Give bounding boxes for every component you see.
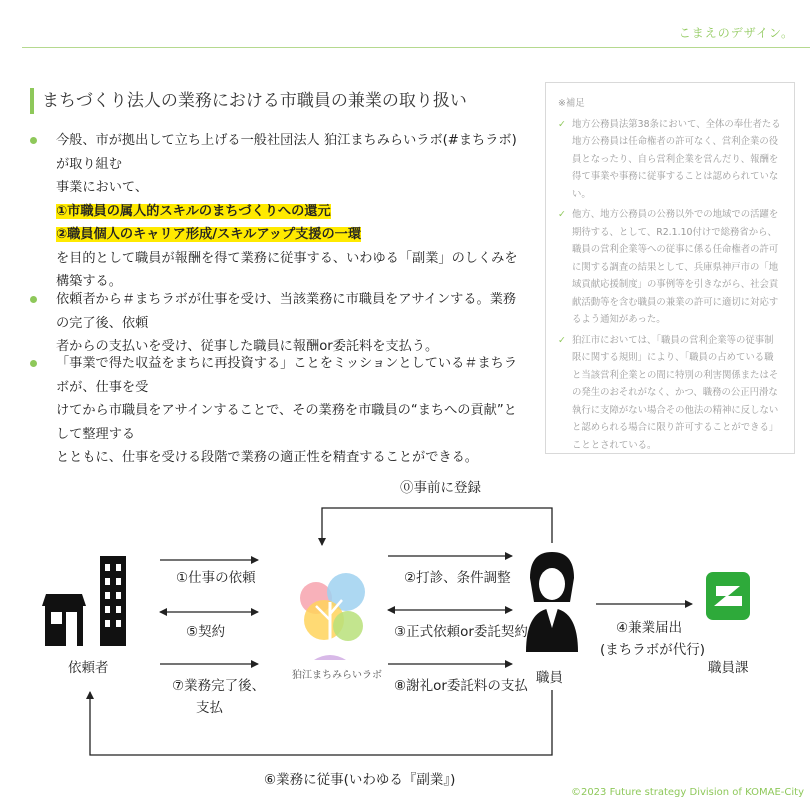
bullet1-line2: 事業において、: [56, 180, 149, 195]
copyright-footer: ©2023 Future strategy Division of KOMAE-City: [570, 787, 804, 798]
step7-label-line2: 支払: [196, 700, 223, 716]
client-label: 依頼者: [68, 660, 109, 676]
machi-lab-logo: [300, 573, 365, 660]
bullet1-line3: を目的として職員が報酬を得て業務に従事する、いわゆる「副業」のしくみを構築する。: [56, 250, 518, 289]
step4-label-line2: (まちラボが代行): [600, 642, 706, 658]
office-building-icon: [100, 556, 126, 646]
arrow-step6-work: [90, 690, 552, 755]
staff-label: 職員: [536, 670, 563, 686]
bullet3-line1: 「事業で得た収益をまちに再投資する」ことをミッションとしている＃まちラボが、仕事を受: [56, 356, 518, 395]
step8-label: ⑧謝礼or委託料の支払: [394, 678, 528, 694]
brand-logo-text: こまえのデザイン。: [678, 26, 794, 40]
note-title: ※補足: [558, 98, 585, 109]
step2-label: ②打診、条件調整: [404, 570, 511, 586]
step7-label-line1: ⑦業務完了後、: [172, 678, 266, 694]
highlight-goal-2: ②職員個人のキャリア形成/スキルアップ支援の一環: [56, 227, 362, 242]
check-icon: ✓: [558, 209, 566, 220]
page-title: まちづくり法人の業務における市職員の兼業の取り扱い: [30, 88, 467, 114]
staff-person-icon: [526, 552, 578, 652]
note-item-3: ✓ 狛江市においては、「職員の営利企業等の従事制限に関する規則」により、「職員の占めている職と当該営利企業との間に特別の利害関係またはその発生のおそれがなく、かつ、職務の公正円滑な執行に支障がない場合その他法の精神に反しないと認められる場合に限り許可することができる」こととされている。: [558, 332, 782, 455]
step4-label-line1: ④兼業届出: [616, 620, 683, 636]
hr-division-logo: [706, 572, 750, 620]
lab-logo-text: 狛江まちみらいラボ: [292, 670, 382, 681]
bullet2-line2: 者からの支払いを受け、従事した職員に報酬or委託料を支払う。: [56, 339, 439, 354]
note-item-1: ✓ 地方公務員法第38条において、全体の奉仕者たる地方公務員は任命権者の許可なく、営利企業の役員となったり、自ら営利企業を営んだり、報酬を得て事業や事務に従事することは認められていない。: [558, 116, 782, 204]
check-icon: ✓: [558, 118, 566, 130]
hr-label: 職員課: [708, 660, 749, 676]
step3-label: ③正式依頼or委託契約: [394, 624, 528, 640]
step1-label: ①仕事の依頼: [176, 570, 256, 586]
bullet3-line3: とともに、仕事を受ける段階で業務の適正性を精査することができる。: [56, 450, 478, 465]
shop-icon: [42, 594, 86, 646]
step0-label: ⓪事前に登録: [400, 480, 481, 496]
highlight-goal-1: ①市職員の属人的スキルのまちづくりへの還元: [56, 203, 331, 219]
step6-label: ⑥業務に従事(いわゆる『副業』): [264, 772, 456, 788]
bullet2-line1: 依頼者から＃まちラボが仕事を受け、当該業務に市職員をアサインする。業務の完了後、依頼: [56, 292, 517, 331]
bullet1-line1: 今般、市が拠出して立ち上げる一般社団法人 狛江まちみらいラボ(#まちラボ)が取り組む: [56, 133, 517, 172]
note-item-2: ✓ 他方、地方公務員の公務以外での地域での活躍を期待する、として、R2.1.10付けで総務省から、職員の営利企業等への従事に係る任命権者の許可に関する調査の結果として、兵庫県神戸市の「地域貢献応援制度」の事例等を引きながら、社会貢献活動等を含む職員の兼業の許可に適切に対応するよう通知があった。: [558, 206, 782, 329]
bullet3-line2: けてから市職員をアサインすることで、その業務を市職員の“まちへの貢献”として整理する: [56, 403, 517, 442]
check-icon: ✓: [558, 334, 566, 346]
arrow-step0-register: [322, 508, 552, 545]
step5-label: ⑤契約: [186, 624, 226, 640]
